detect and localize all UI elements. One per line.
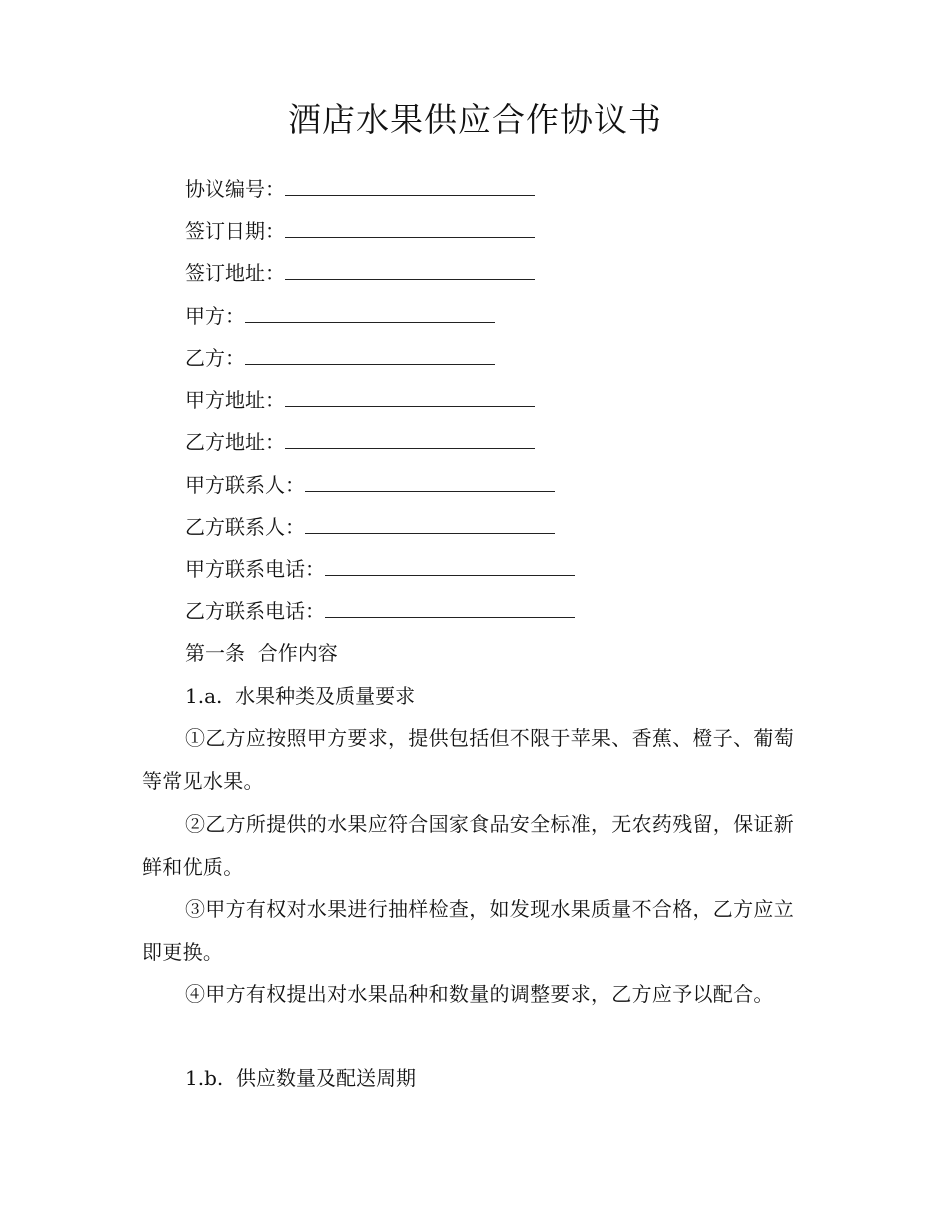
blank-line xyxy=(305,471,555,492)
field-label: 甲方地址： xyxy=(185,388,285,412)
field-party-a xyxy=(185,301,495,331)
field-label: 乙方： xyxy=(185,346,245,370)
field-party-b-contact xyxy=(185,512,555,542)
document-title: 酒店水果供应合作协议书 xyxy=(288,100,662,139)
field-signing-date xyxy=(185,216,535,246)
blank-line xyxy=(245,302,495,323)
field-label: 甲方联系人： xyxy=(185,473,305,497)
section-1b-heading: 1.b. 供应数量及配送周期 xyxy=(185,1066,416,1090)
field-party-a-contact xyxy=(185,470,555,500)
field-agreement-number xyxy=(185,174,535,204)
paragraph-4: ④甲方有权提出对水果品种和数量的调整要求，乙方应予以配合。 xyxy=(185,982,774,1006)
field-label: 甲方联系电话： xyxy=(185,557,325,581)
field-party-a-address xyxy=(185,385,535,415)
paragraph-3: ③甲方有权对水果进行抽样检查，如发现水果质量不合格，乙方应立即更换。 xyxy=(142,897,794,964)
field-label: 甲方： xyxy=(185,304,245,328)
blank-line xyxy=(285,217,535,238)
blank-line xyxy=(285,259,535,280)
field-party-b xyxy=(185,343,495,373)
paragraph-2: ②乙方所提供的水果应符合国家食品安全标准，无农药残留，保证新鲜和优质。 xyxy=(142,812,794,879)
blank-line xyxy=(285,428,535,449)
blank-line xyxy=(305,513,555,534)
blank-line xyxy=(325,555,575,576)
field-party-a-phone xyxy=(185,554,575,584)
field-label: 协议编号： xyxy=(185,177,285,201)
field-label: 乙方联系人： xyxy=(185,515,305,539)
field-label: 签订日期： xyxy=(185,219,285,243)
blank-line xyxy=(245,344,495,365)
section-1a-heading: 1.a. 水果种类及质量要求 xyxy=(185,684,416,708)
field-label: 乙方地址： xyxy=(185,430,285,454)
field-label: 乙方联系电话： xyxy=(185,599,325,623)
field-label: 签订地址： xyxy=(185,261,285,285)
blank-line xyxy=(285,175,535,196)
field-signing-address xyxy=(185,258,535,288)
blank-line xyxy=(285,386,535,407)
article-1-heading: 第一条 合作内容 xyxy=(185,641,338,665)
paragraph-1: ①乙方应按照甲方要求，提供包括但不限于苹果、香蕉、橙子、葡萄等常见水果。 xyxy=(142,726,794,793)
field-party-b-phone xyxy=(185,596,575,626)
field-party-b-address xyxy=(185,427,535,457)
blank-line xyxy=(325,597,575,618)
